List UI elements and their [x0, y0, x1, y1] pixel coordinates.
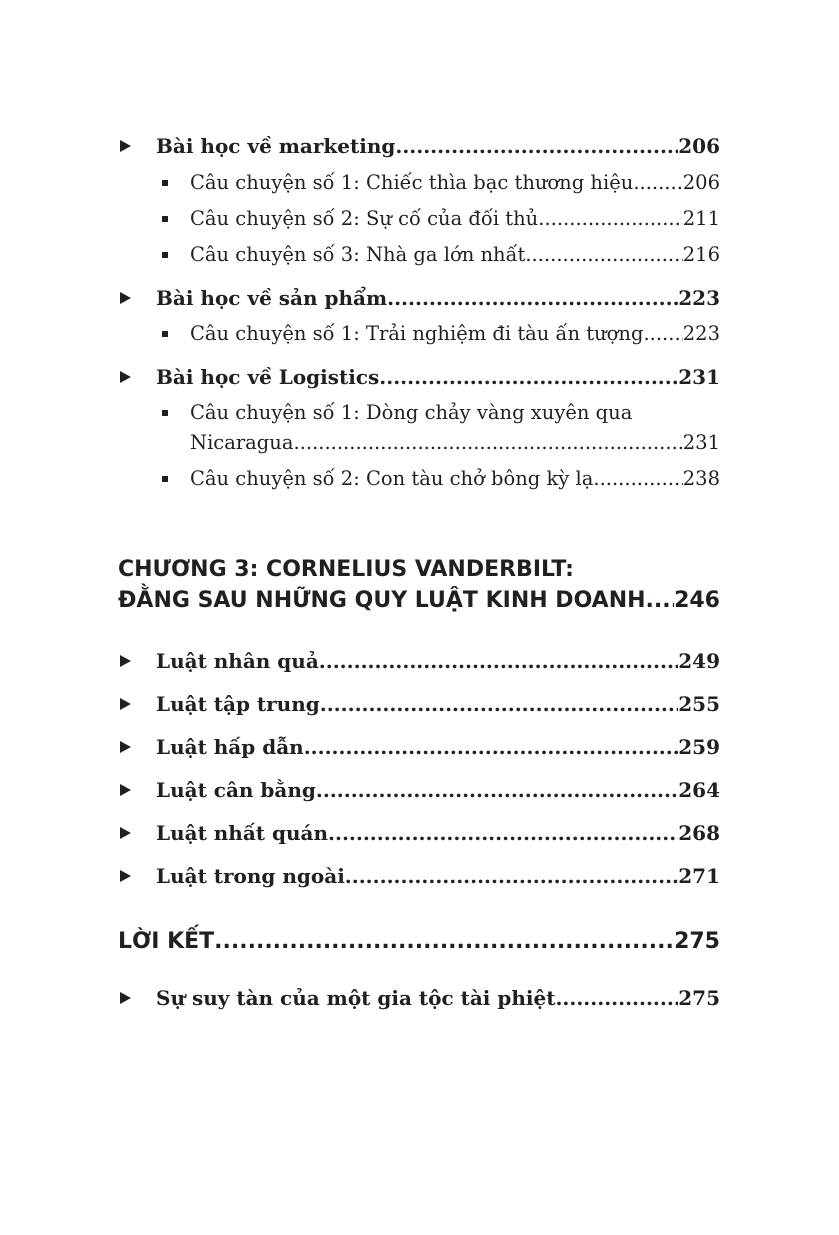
page-number: 223 [682, 322, 720, 345]
toc-item [156, 777, 720, 803]
square-bullet-icon [162, 476, 168, 482]
section-title: Bài học về sản phẩm [156, 286, 388, 310]
leader-dots [646, 586, 675, 616]
item-title: Luật cân bằng [156, 778, 316, 802]
triangle-bullet-icon [120, 698, 131, 710]
epilogue-title: LỜI KẾT [118, 929, 215, 954]
leader-dots [525, 242, 682, 268]
page-number: 206 [682, 171, 720, 194]
page-number: 264 [678, 778, 720, 802]
story-title: Câu chuyện số 1: Trải nghiệm đi tàu ấn tượng [190, 322, 644, 345]
toc-story [190, 430, 720, 456]
page-number: 271 [678, 864, 720, 888]
page-number: 255 [678, 692, 720, 716]
chapter-heading-line1: CHƯƠNG 3: CORNELIUS VANDERBILT: [118, 557, 574, 582]
item-title: Luật tập trung [156, 692, 320, 716]
toc-item [156, 691, 720, 717]
page-number: 211 [682, 207, 720, 230]
chapter-heading-line2 [118, 586, 720, 616]
toc-item [156, 985, 720, 1011]
chapter-title: ĐẰNG SAU NHỮNG QUY LUẬT KINH DOANH [118, 588, 646, 613]
story-title: Câu chuyện số 2: Sự cố của đối thủ [190, 207, 539, 230]
leader-dots [328, 820, 678, 846]
page-number: 259 [678, 735, 720, 759]
story-title: Câu chuyện số 3: Nhà ga lớn nhất [190, 243, 526, 266]
toc-story [190, 466, 720, 492]
page-number: 231 [682, 431, 720, 454]
leader-dots [320, 691, 679, 717]
triangle-bullet-icon [120, 140, 131, 152]
triangle-bullet-icon [120, 870, 131, 882]
page-number: 216 [682, 243, 720, 266]
triangle-bullet-icon [120, 292, 131, 304]
triangle-bullet-icon [120, 784, 131, 796]
leader-dots [214, 927, 674, 957]
item-title: Luật nhất quán [156, 821, 329, 845]
triangle-bullet-icon [120, 741, 131, 753]
leader-dots [319, 648, 678, 674]
leader-dots [395, 133, 678, 159]
leader-dots [643, 321, 682, 347]
square-bullet-icon [162, 252, 168, 258]
toc-story [190, 170, 720, 196]
toc-item [156, 648, 720, 674]
leader-dots [293, 430, 682, 456]
page-number: 238 [682, 467, 720, 490]
page-number: 223 [678, 286, 720, 310]
square-bullet-icon [162, 216, 168, 222]
triangle-bullet-icon [120, 992, 131, 1004]
leader-dots [304, 734, 679, 760]
toc-item [156, 820, 720, 846]
toc-story [190, 321, 720, 347]
square-bullet-icon [162, 331, 168, 337]
page-number: 275 [674, 929, 720, 954]
leader-dots [633, 170, 682, 196]
page-number: 231 [678, 365, 720, 389]
triangle-bullet-icon [120, 827, 131, 839]
toc-section-product [156, 285, 720, 311]
page-number: 268 [678, 821, 720, 845]
leader-dots [555, 985, 678, 1011]
toc-section-logistics [156, 364, 720, 390]
toc-item [156, 734, 720, 760]
item-title: Sự suy tàn của một gia tộc tài phiệt [156, 986, 556, 1010]
item-title: Luật hấp dẫn [156, 735, 304, 759]
story-title-line1: Câu chuyện số 1: Dòng chảy vàng xuyên qua [190, 401, 633, 424]
story-title: Câu chuyện số 2: Con tàu chở bông kỳ lạ [190, 467, 594, 490]
section-title: Bài học về Logistics [156, 365, 380, 389]
triangle-bullet-icon [120, 655, 131, 667]
square-bullet-icon [162, 410, 168, 416]
toc-item [156, 863, 720, 889]
leader-dots [538, 206, 683, 232]
page-number: 246 [674, 588, 720, 613]
leader-dots [593, 466, 682, 492]
story-title-line2: Nicaragua [190, 431, 294, 454]
toc-story [190, 242, 720, 268]
square-bullet-icon [162, 180, 168, 186]
toc-story [190, 206, 720, 232]
page-number: 206 [678, 134, 720, 158]
page-number: 249 [678, 649, 720, 673]
triangle-bullet-icon [120, 371, 131, 383]
page-number: 275 [678, 986, 720, 1010]
story-title: Câu chuyện số 1: Chiếc thìa bạc thương hiệu [190, 171, 634, 194]
leader-dots [345, 863, 678, 889]
leader-dots [379, 364, 678, 390]
item-title: Luật trong ngoài [156, 864, 345, 888]
leader-dots [387, 285, 678, 311]
item-title: Luật nhân quả [156, 649, 319, 673]
section-title: Bài học về marketing [156, 134, 396, 158]
toc-section-marketing [156, 133, 720, 159]
leader-dots [316, 777, 678, 803]
epilogue-heading [118, 927, 720, 957]
